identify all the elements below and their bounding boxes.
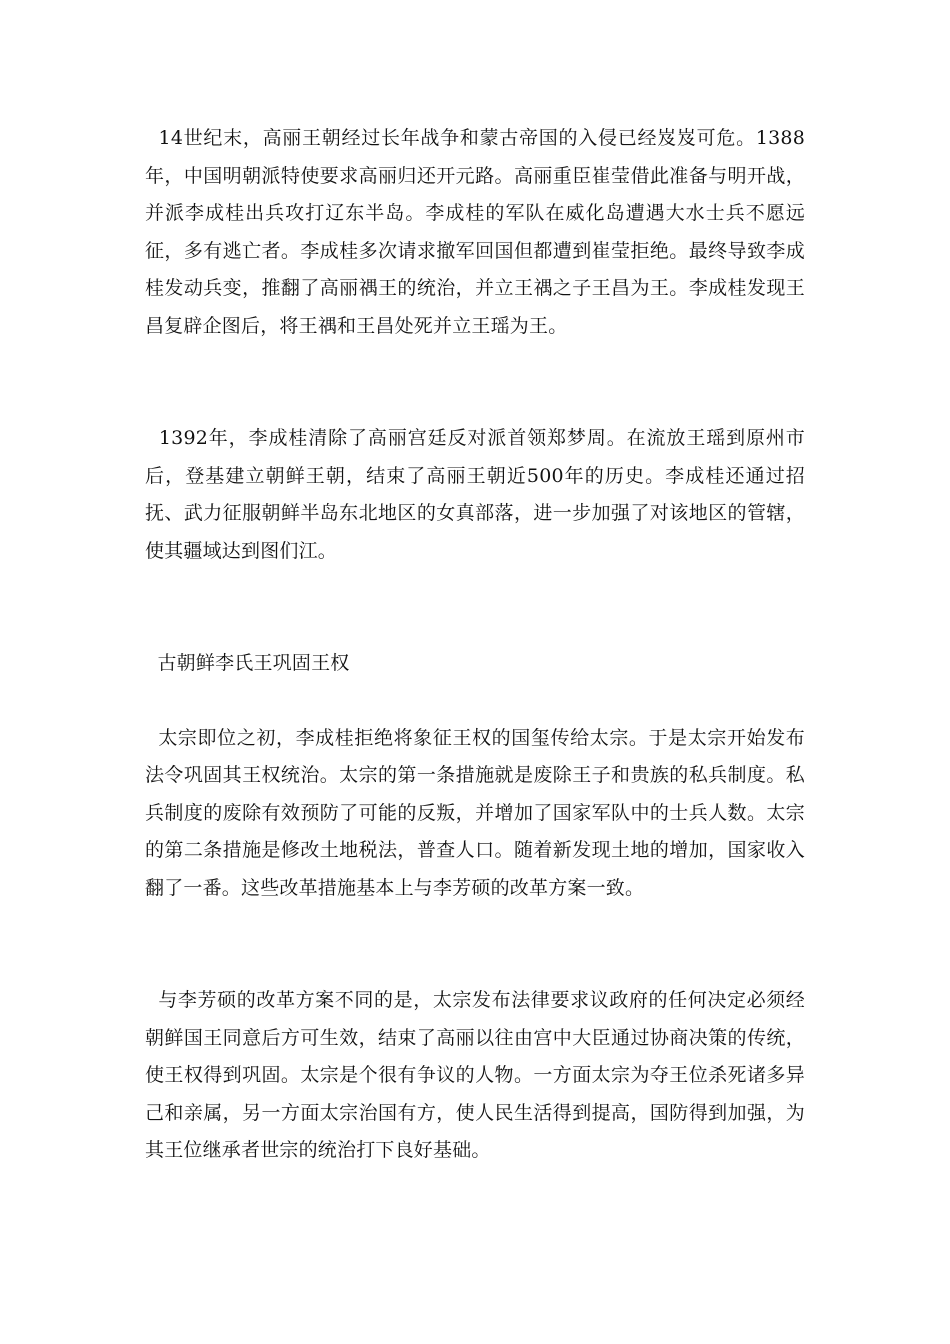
document-page	[145, 120, 805, 1170]
paragraph-late-goryeo: 14世纪末，高丽王朝经过长年战争和蒙古帝国的入侵已经岌岌可危。1388年，中国明朝派特使要求高丽归还开元路。高丽重臣崔莹借此准备与明开战，并派李成桂出兵攻打辽东半岛。李成桂的军队在威化岛遭遇大水士兵不愿远征，多有逃亡者。李成桂多次请求撤军回国但都遭到崔莹拒绝。最终导致李成桂发动兵变，推翻了高丽禑王的统治，并立王禑之子王昌为王。李成桂发现王昌复辟企图后，将王禑和王昌处死并立王瑶为王。	[145, 127, 805, 337]
paragraph-joseon-founding: 1392年，李成桂清除了高丽宫廷反对派首领郑梦周。在流放王瑶到原州市后，登基建立朝鲜王朝，结束了高丽王朝近500年的历史。李成桂还通过招抚、武力征服朝鲜半岛东北地区的女真部落，进一步加强了对该地区的管辖，使其疆域达到图们江。	[145, 427, 806, 562]
section-heading: 古朝鲜李氏王巩固王权	[145, 652, 350, 674]
paragraph-taejong-legacy: 与李芳硕的改革方案不同的是，太宗发布法律要求议政府的任何决定必须经朝鲜国王同意后方可生效，结束了高丽以往由宫中大臣通过协商决策的传统，使王权得到巩固。太宗是个很有争议的人物。一方面太宗为夺王位杀死诸多异己和亲属，另一方面太宗治国有方，使人民生活得到提高，国防得到加强，为其王位继承者世宗的统治打下良好基础。	[145, 989, 806, 1161]
paragraph-taejong-reforms: 太宗即位之初，李成桂拒绝将象征王权的国玺传给太宗。于是太宗开始发布法令巩固其王权统治。太宗的第一条措施就是废除王子和贵族的私兵制度。私兵制度的废除有效预防了可能的反叛，并增加了国家军队中的士兵人数。太宗的第二条措施是修改土地税法，普查人口。随着新发现土地的增加，国家收入翻了一番。这些改革措施基本上与李芳硕的改革方案一致。	[145, 726, 806, 899]
